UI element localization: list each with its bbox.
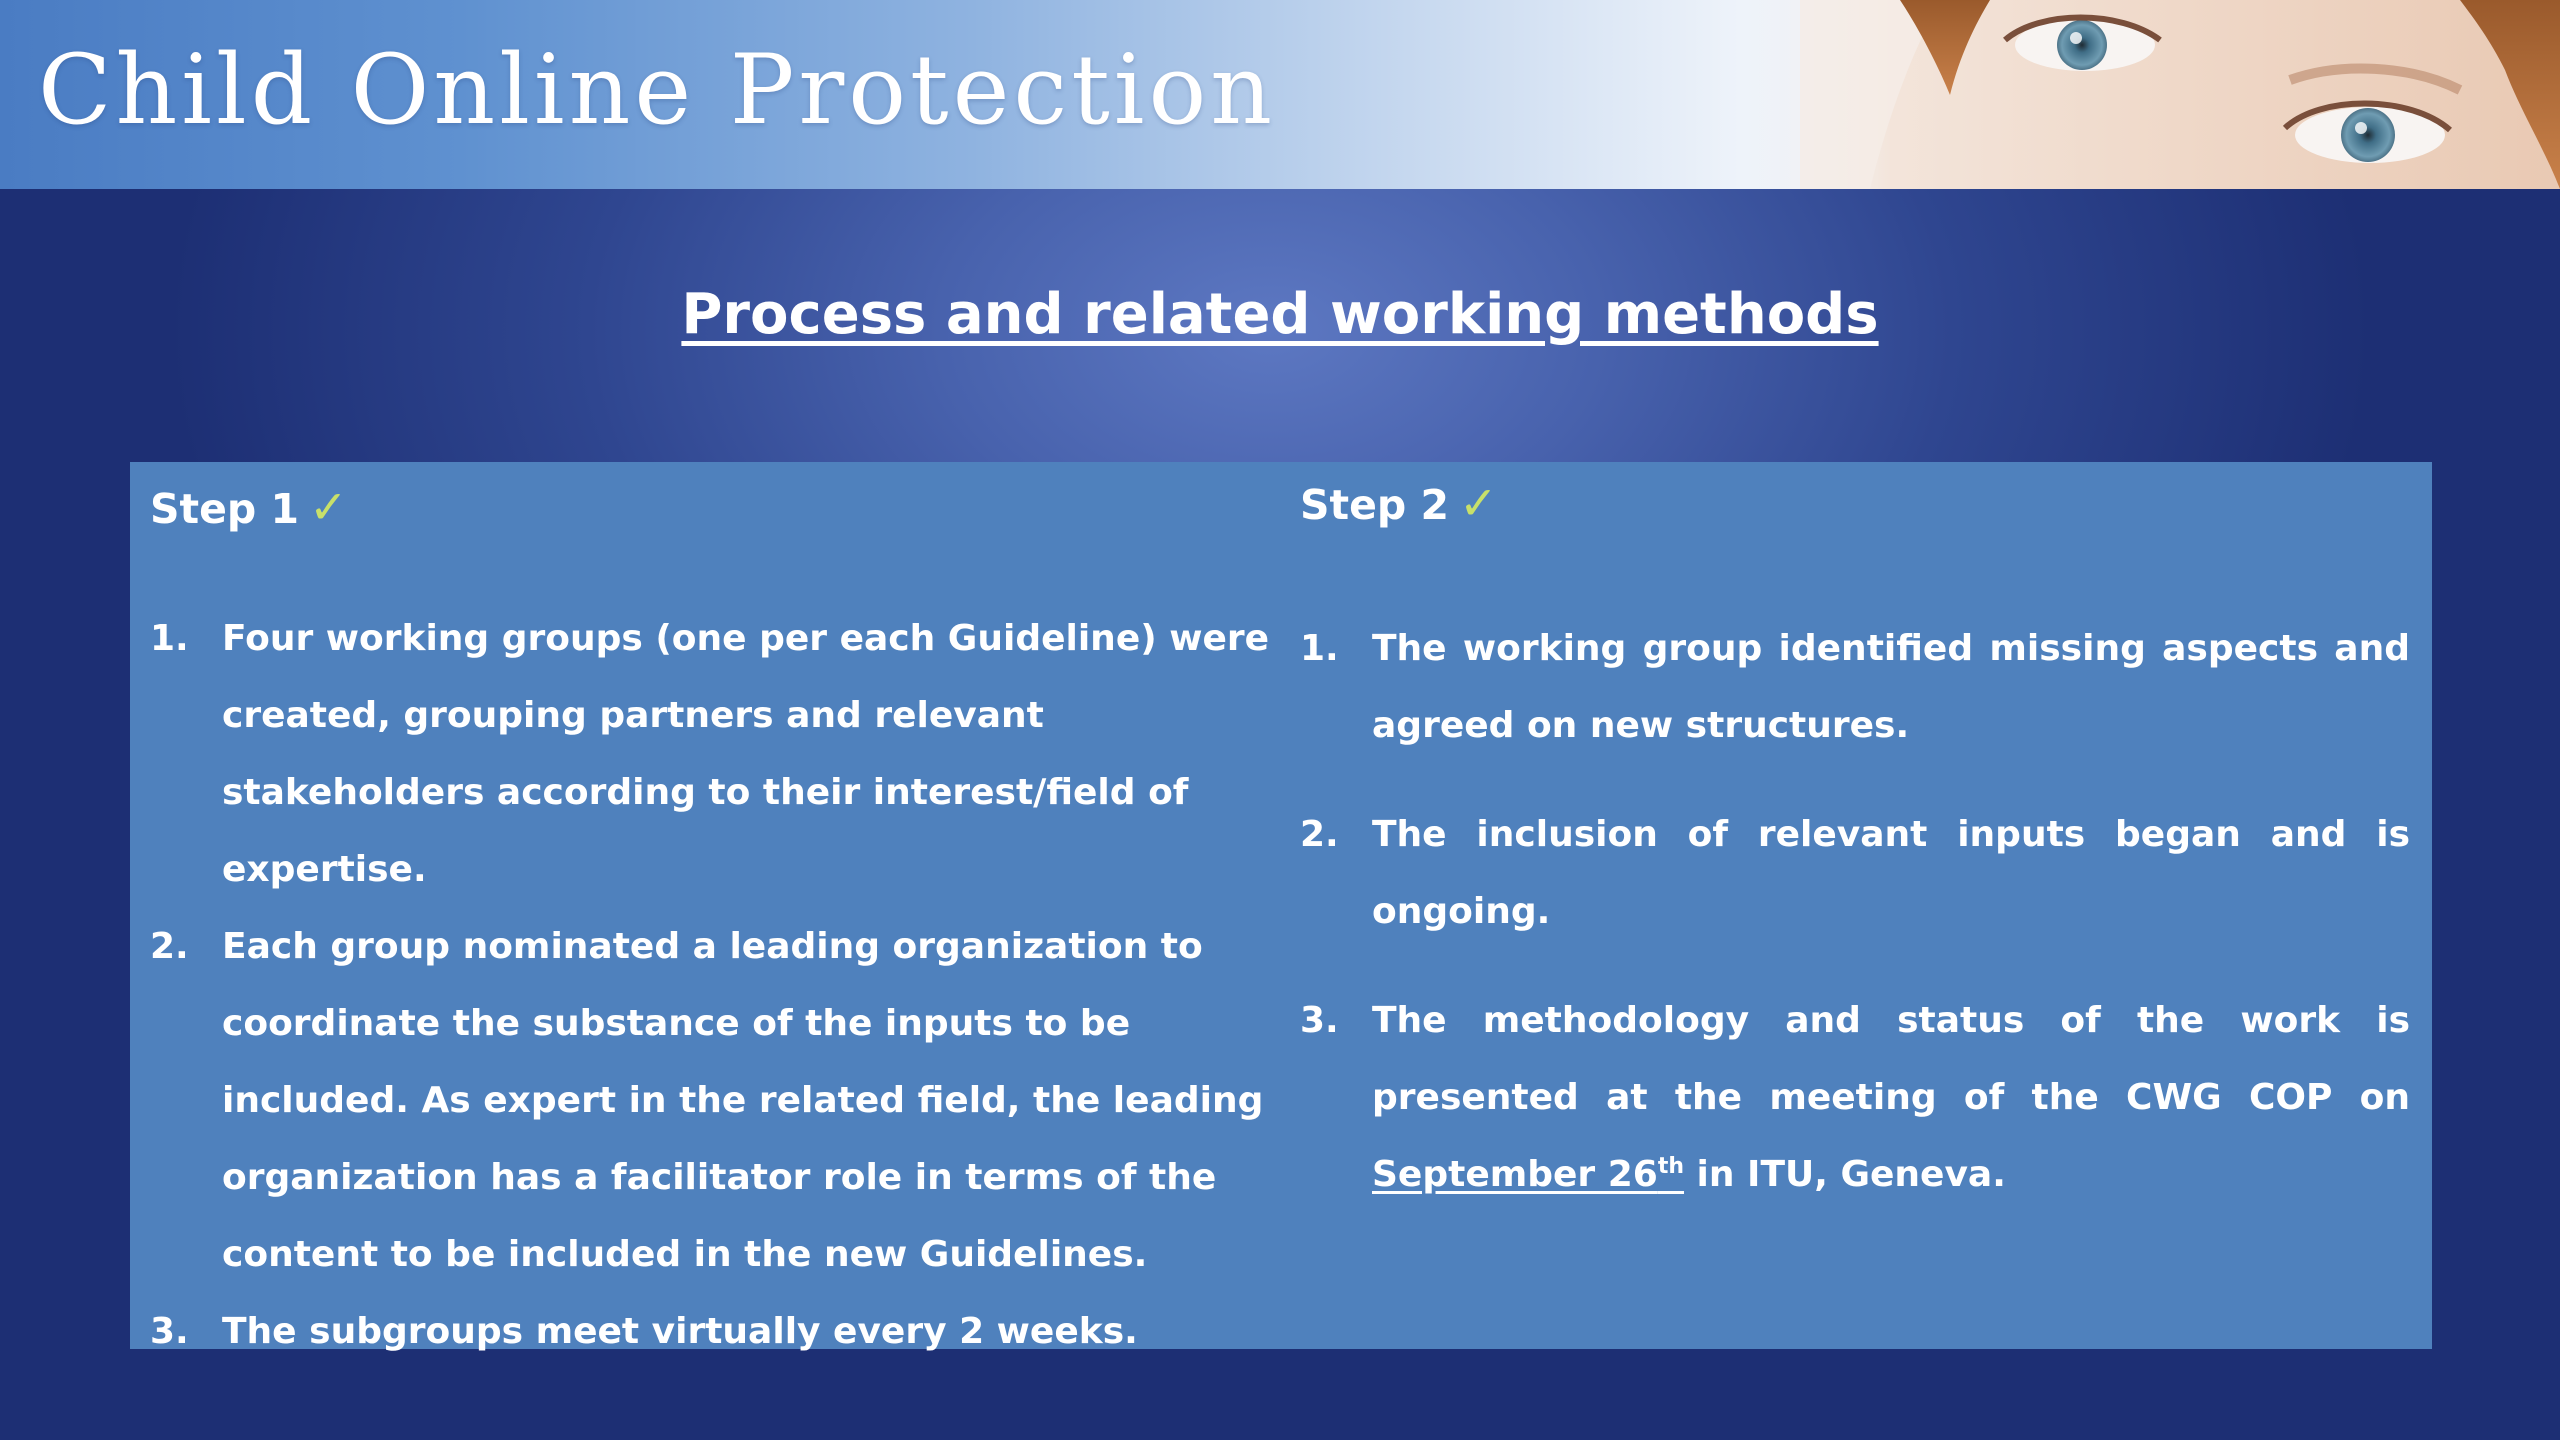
slide-heading: Process and related working methods bbox=[681, 282, 1879, 347]
list-text-after: in ITU, Geneva. bbox=[1684, 1154, 2006, 1195]
meeting-date-suffix: th bbox=[1657, 1154, 1685, 1179]
step-2-list bbox=[1300, 610, 2410, 1213]
content-box bbox=[130, 462, 2432, 1352]
child-face-photo bbox=[1800, 0, 2560, 189]
list-item bbox=[150, 1293, 1280, 1370]
list-text bbox=[1372, 1000, 2410, 1195]
list-text: Each group nominated a leading organization to coordinate the substance of the inputs to be included. As expert in the related field, the leading organization has a facilitator role in terms of the content to be included in the new Guidelines. bbox=[222, 926, 1264, 1275]
step-2-heading bbox=[1300, 478, 1498, 530]
checkmark-icon: ✓ bbox=[1459, 476, 1498, 530]
list-number: 1. bbox=[150, 618, 189, 659]
step-2-title: Step 2 bbox=[1300, 481, 1450, 529]
step-1-title: Step 1 bbox=[150, 485, 300, 533]
meeting-date-text: September 26 bbox=[1372, 1154, 1658, 1195]
list-item bbox=[150, 908, 1280, 1293]
list-item bbox=[1300, 982, 2410, 1213]
checkmark-icon: ✓ bbox=[309, 480, 348, 534]
step-1-list bbox=[150, 600, 1280, 1370]
list-text-before: The methodology and status of the work is presented at the meeting of the CWG COP on bbox=[1372, 1000, 2410, 1118]
list-number: 3. bbox=[150, 1311, 189, 1352]
banner-title: Child Online Protection bbox=[38, 34, 1277, 146]
meeting-date bbox=[1372, 1154, 1684, 1195]
list-number: 1. bbox=[1300, 628, 1339, 669]
list-number: 3. bbox=[1300, 1000, 1339, 1041]
header-banner bbox=[0, 0, 2560, 189]
list-item bbox=[1300, 796, 2410, 950]
list-number: 2. bbox=[150, 926, 189, 967]
list-item bbox=[150, 600, 1280, 908]
list-text: The inclusion of relevant inputs began and is ongoing. bbox=[1372, 814, 2410, 932]
list-text: The subgroups meet virtually every 2 weeks. bbox=[222, 1311, 1138, 1352]
list-number: 2. bbox=[1300, 814, 1339, 855]
list-item bbox=[1300, 610, 2410, 764]
list-text: Four working groups (one per each Guideline) were created, grouping partners and relevant stakeholders according to their interest/field of expertise. bbox=[222, 618, 1270, 890]
step-1-heading bbox=[150, 482, 348, 534]
list-text: The working group identified missing aspects and agreed on new structures. bbox=[1372, 628, 2410, 746]
